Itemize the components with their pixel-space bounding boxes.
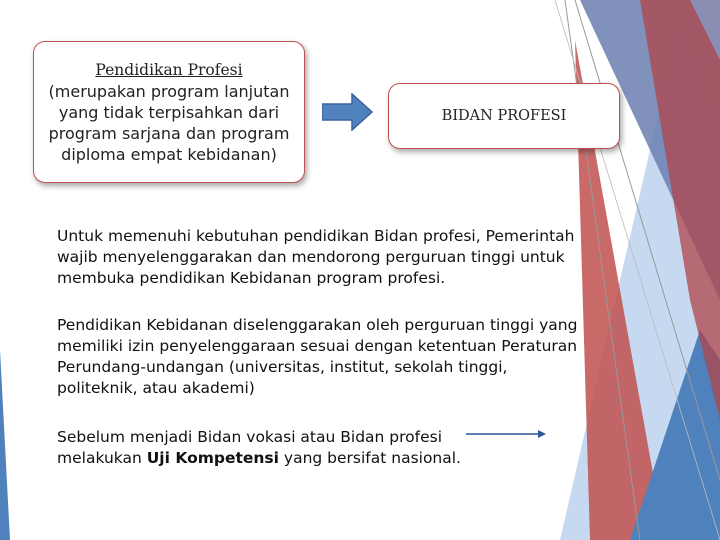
- left-blue-sliver: [0, 350, 10, 540]
- box-title: Pendidikan Profesi: [95, 60, 243, 79]
- thin-arrow-icon: [466, 428, 546, 440]
- text-prefix: melakukan: [57, 449, 147, 467]
- paragraph-line: membuka pendidikan Kebidanan program profesi.: [57, 269, 446, 287]
- box-line: (merupakan program lanjutan: [48, 81, 290, 101]
- box-line: diploma empat kebidanan): [61, 144, 277, 164]
- right-arrow-icon: [322, 93, 374, 131]
- paragraph-line: politeknik, atau akademi): [57, 379, 255, 397]
- box-line: program sarjana dan program: [48, 123, 290, 143]
- paragraph-competency: [57, 427, 467, 469]
- paragraph-line: [57, 448, 467, 469]
- paragraph-line: memiliki izin penyelenggaraan sesuai dengan ketentuan Peraturan: [57, 337, 578, 355]
- paragraph-line: Sebelum menjadi Bidan vokasi atau Bidan profesi: [57, 428, 443, 446]
- paragraph-line: wajib menyelenggarakan dan mendorong perguruan tinggi untuk: [57, 248, 565, 266]
- education-profession-box: [33, 41, 305, 183]
- uji-kompetensi-text: Uji Kompetensi: [146, 449, 279, 467]
- paragraph-institutions: [57, 315, 602, 399]
- paragraph-line: Perundang-undangan (universitas, institut, sekolah tinggi,: [57, 358, 508, 376]
- text-suffix: yang bersifat nasional.: [278, 449, 461, 467]
- paragraph-government: [57, 226, 602, 289]
- bidan-profesi-box: [388, 83, 620, 149]
- paragraph-line: Pendidikan Kebidanan diselenggarakan oleh perguruan tinggi yang: [57, 316, 578, 334]
- box-label: BIDAN PROFESI: [441, 108, 567, 124]
- paragraph-line: Untuk memenuhi kebutuhan pendidikan Bidan profesi, Pemerintah: [57, 227, 575, 245]
- box-line: yang tidak terpisahkan dari: [58, 102, 280, 122]
